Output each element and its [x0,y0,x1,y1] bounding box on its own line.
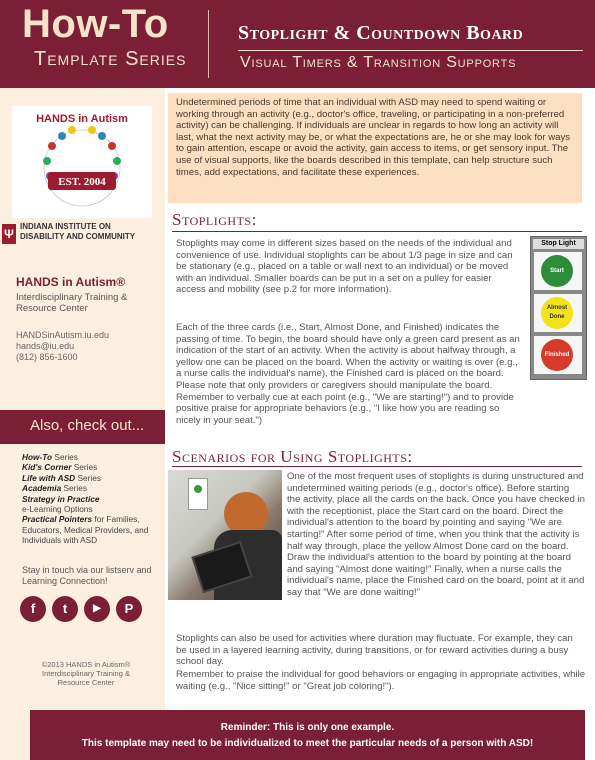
scenarios-rule [172,466,582,467]
list-item[interactable]: Life with ASD Series [22,472,101,483]
reminder-footer [30,710,585,760]
scenarios-heading: Scenarios for Using Stoplights: [172,447,413,466]
stoplights-paragraph-2: Each of the three cards (i.e., Start, Almost Done, and Finished) indicates the passing of time. To begin, the board should have only a green card present as an indication of the start of an activity. When the activity is about halfway through, a yellow one can be placed on the board. When the activity or waiting is over (e.g., a nurse calls the individual's name), the Finished card is placed on the board. Please note that only providers or caregivers should manipulate the board. Remember to verbally cue at each point (e.g., "We are starting!") and to provide positive praise for appropriate behaviors (e.g., "I like how you are reading so nicely in your seat.") [176,322,520,426]
also-heading: Also, check out... [30,417,145,434]
reminder-line-1: Reminder: This is only one example. [220,722,395,733]
institute-line-2: DISABILITY AND COMMUNITY [20,232,136,241]
email-link[interactable]: hands@iu.edu [16,341,75,351]
stoplight-board [530,236,587,380]
board-label: Stop Light [533,239,584,249]
intro-text: Undetermined periods of time that an individual with ASD may need to spend waiting or working through an activity (e.g., doctor's office, traveling, or participating in a non-preferred activity) can be challenging. If individuals are unclear in regards to how long an activity will last, what the next activity may be, or what the expectations are, he or she may look for ways to gain attention, escape or avoid the activity, gain access to items, or get sensory input. The use of visual supports, like the boards described in this template, can help structure such times, add expectations, and facilitate these experiences. [176,97,571,178]
header-divider [208,10,209,78]
stoplights-rule [172,231,582,232]
list-item[interactable]: How-To Series [22,452,78,462]
series-brand: How-To [22,2,169,46]
stoplight-sign [188,478,208,510]
list-item[interactable]: Strategy in Practice [22,493,100,504]
hands-logo [12,106,152,218]
also-check-out-banner [0,410,165,444]
stoplights-paragraph-1: Stoplights may come in different sizes based on the needs of the individual and convenience of use. Individual stoplights can be about 1/3 page in size and can be stationary (e.g., placed on a table or wall next to an individual) or be moved with an individual. Smaller boards can be put in a set on a pulley for easier access and mobility (see p.2 for more information). [176,238,513,296]
finished-card-label: Finished [541,339,573,371]
stoplights-heading: Stoplights: [172,210,257,229]
scenarios-paragraph-1: One of the most frequent uses of stoplights is during unstructured and undetermined waiting periods (e.g., doctor's office). Before starting the activity, place all the cards on the back. Once you have checked in with the receptionist, place the Start card on the board. Direct the individual's attention to the board by pointing and saying "We are starting!" After some period of time, when you think that the activity is half way through, place the yellow Almost Done card on the board. Draw the individual's attention to the board by pointing at the board and saying "Almost done waiting!" Finally, when a nurse calls the individual's name, place the Finished card on the board, point at it and say that "We are done waiting!" [287,471,585,598]
list-item[interactable]: Academia Series [22,483,88,494]
facebook-icon[interactable]: f [20,596,46,622]
org-subtitle: Interdisciplinary Training & Resource Center [16,292,128,314]
almost-done-card-label: Almost Done [541,297,573,329]
institute-name [20,222,135,242]
title-rule [238,50,583,51]
stay-in-touch: Stay in touch via our listserv and Learning Connection! [22,565,152,586]
intro-box [168,93,582,203]
org-name: HANDS in Autism® [16,275,126,289]
list-item[interactable]: Kid's Corner Series [22,462,98,473]
series-list [22,452,162,546]
institute-line-1: INDIANA INSTITUTE ON [20,222,111,231]
website-link[interactable]: HANDSinAutism.iu.edu [16,330,110,340]
scenarios-paragraph-3: Remember to praise the individual for good behaviors or engaging in appropriate activities, while waiting (e.g., "Nice sitting!" or "Great job coloring!"). [176,669,586,692]
twitter-icon[interactable]: t [52,596,78,622]
list-item[interactable]: Practical Pointers for Families, Educators, Medical Providers, and Individuals with ASD [22,514,149,546]
scenarios-paragraph-1a [287,471,585,599]
child-with-tablet-photo [168,470,282,600]
page-subtitle: Visual Timers & Transition Supports [240,54,517,71]
scenarios-paragraph-2: Stoplights can also be used for activities where duration may fluctuate. For example, they can be used in a layered learning activity, during transitions, or for reward activities during a busy school day. [176,633,573,668]
finished-card [534,336,582,374]
start-card [534,252,582,290]
list-item[interactable]: e-Learning Options [22,504,93,515]
pinterest-icon[interactable]: P [116,596,142,622]
copyright: ©2013 HANDS in Autism® Interdisciplinary Training & Resource Center [41,660,131,687]
logo-text: HANDS in Autism [36,113,128,125]
start-card-label: Start [541,255,573,287]
phone-number: (812) 856-1600 [16,352,78,362]
header-banner [0,0,595,88]
logo-est: EST. 2004 [58,176,106,188]
reminder-line-2: This template may need to be individualized to meet the particular needs of a person with ASD! [81,738,534,749]
iu-trident-icon: Ψ [2,224,16,244]
almost-done-card [534,294,582,332]
series-label: Template Series [34,48,187,70]
youtube-icon[interactable]: ▶ [84,596,110,622]
contact-info [16,330,109,363]
page-title: Stoplight & Countdown Board [238,22,524,44]
